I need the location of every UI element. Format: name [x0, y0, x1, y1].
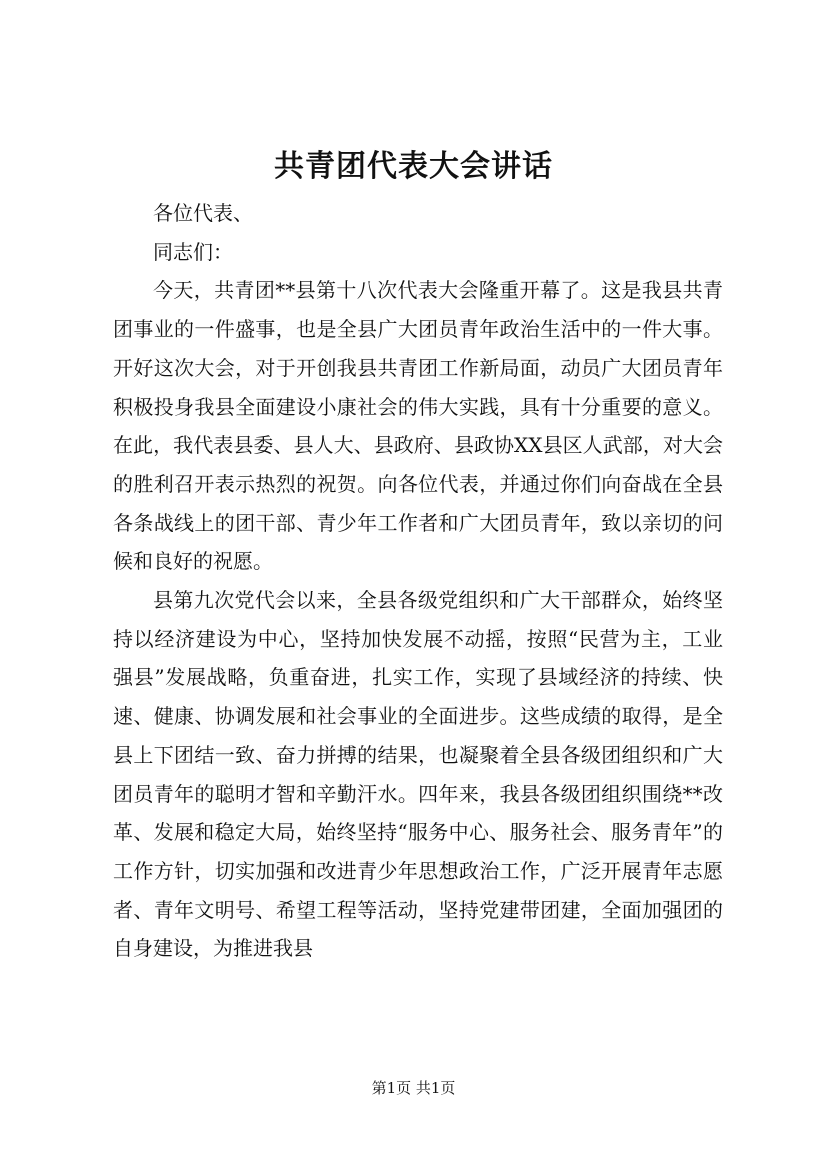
salutation-line-1: 各位代表、: [153, 201, 253, 225]
body-paragraph-2: 县第九次党代会以来，全县各级党组织和广大干部群众，始终坚持以经济建设为中心，坚持加快发展不动摇，按照“民营为主，工业强县”发展战略，负重奋进，扎实工作，实现了县域经济的持续、快速、健康、协调发展和社会事业的全面进步。这些成绩的取得，是全县上下团结一致、奋力拼搏的结果，也凝聚着全县各级团组织和广大团员青年的聪明才智和辛勤汗水。四年来，我县各级团组织围绕**改革、发展和稳定大局，始终坚持“服务中心、服务社会、服务青年”的工作方针，切实加强和改进青少年思想政治工作，广泛开展青年志愿者、青年文明号、希望工程等活动，坚持党建带团建，全面加强团的自身建设，为推进我县: [113, 588, 723, 961]
body-paragraph-1: 今天，共青团**县第十八次代表大会隆重开幕了。这是我县共青团事业的一件盛事，也是全县广大团员青年政治生活中的一件大事。开好这次大会，对于开创我县共青团工作新局面，动员广大团员青年积极投身我县全面建设小康社会的伟大实践，具有十分重要的意义。在此，我代表县委、县人大、县政府、县政协XX县区人武部，对大会的胜利召开表示热烈的祝贺。向各位代表，并通过你们向奋战在全县各条战线上的团干部、青少年工作者和广大团员青年，致以亲切的问候和良好的祝愿。: [113, 278, 723, 574]
salutation-line-2: 同志们：: [153, 239, 233, 264]
page-number-footer: 第1页 共1页: [371, 1079, 456, 1097]
document-title: 共青团代表大会讲话: [274, 149, 553, 184]
document-body: [113, 194, 723, 968]
